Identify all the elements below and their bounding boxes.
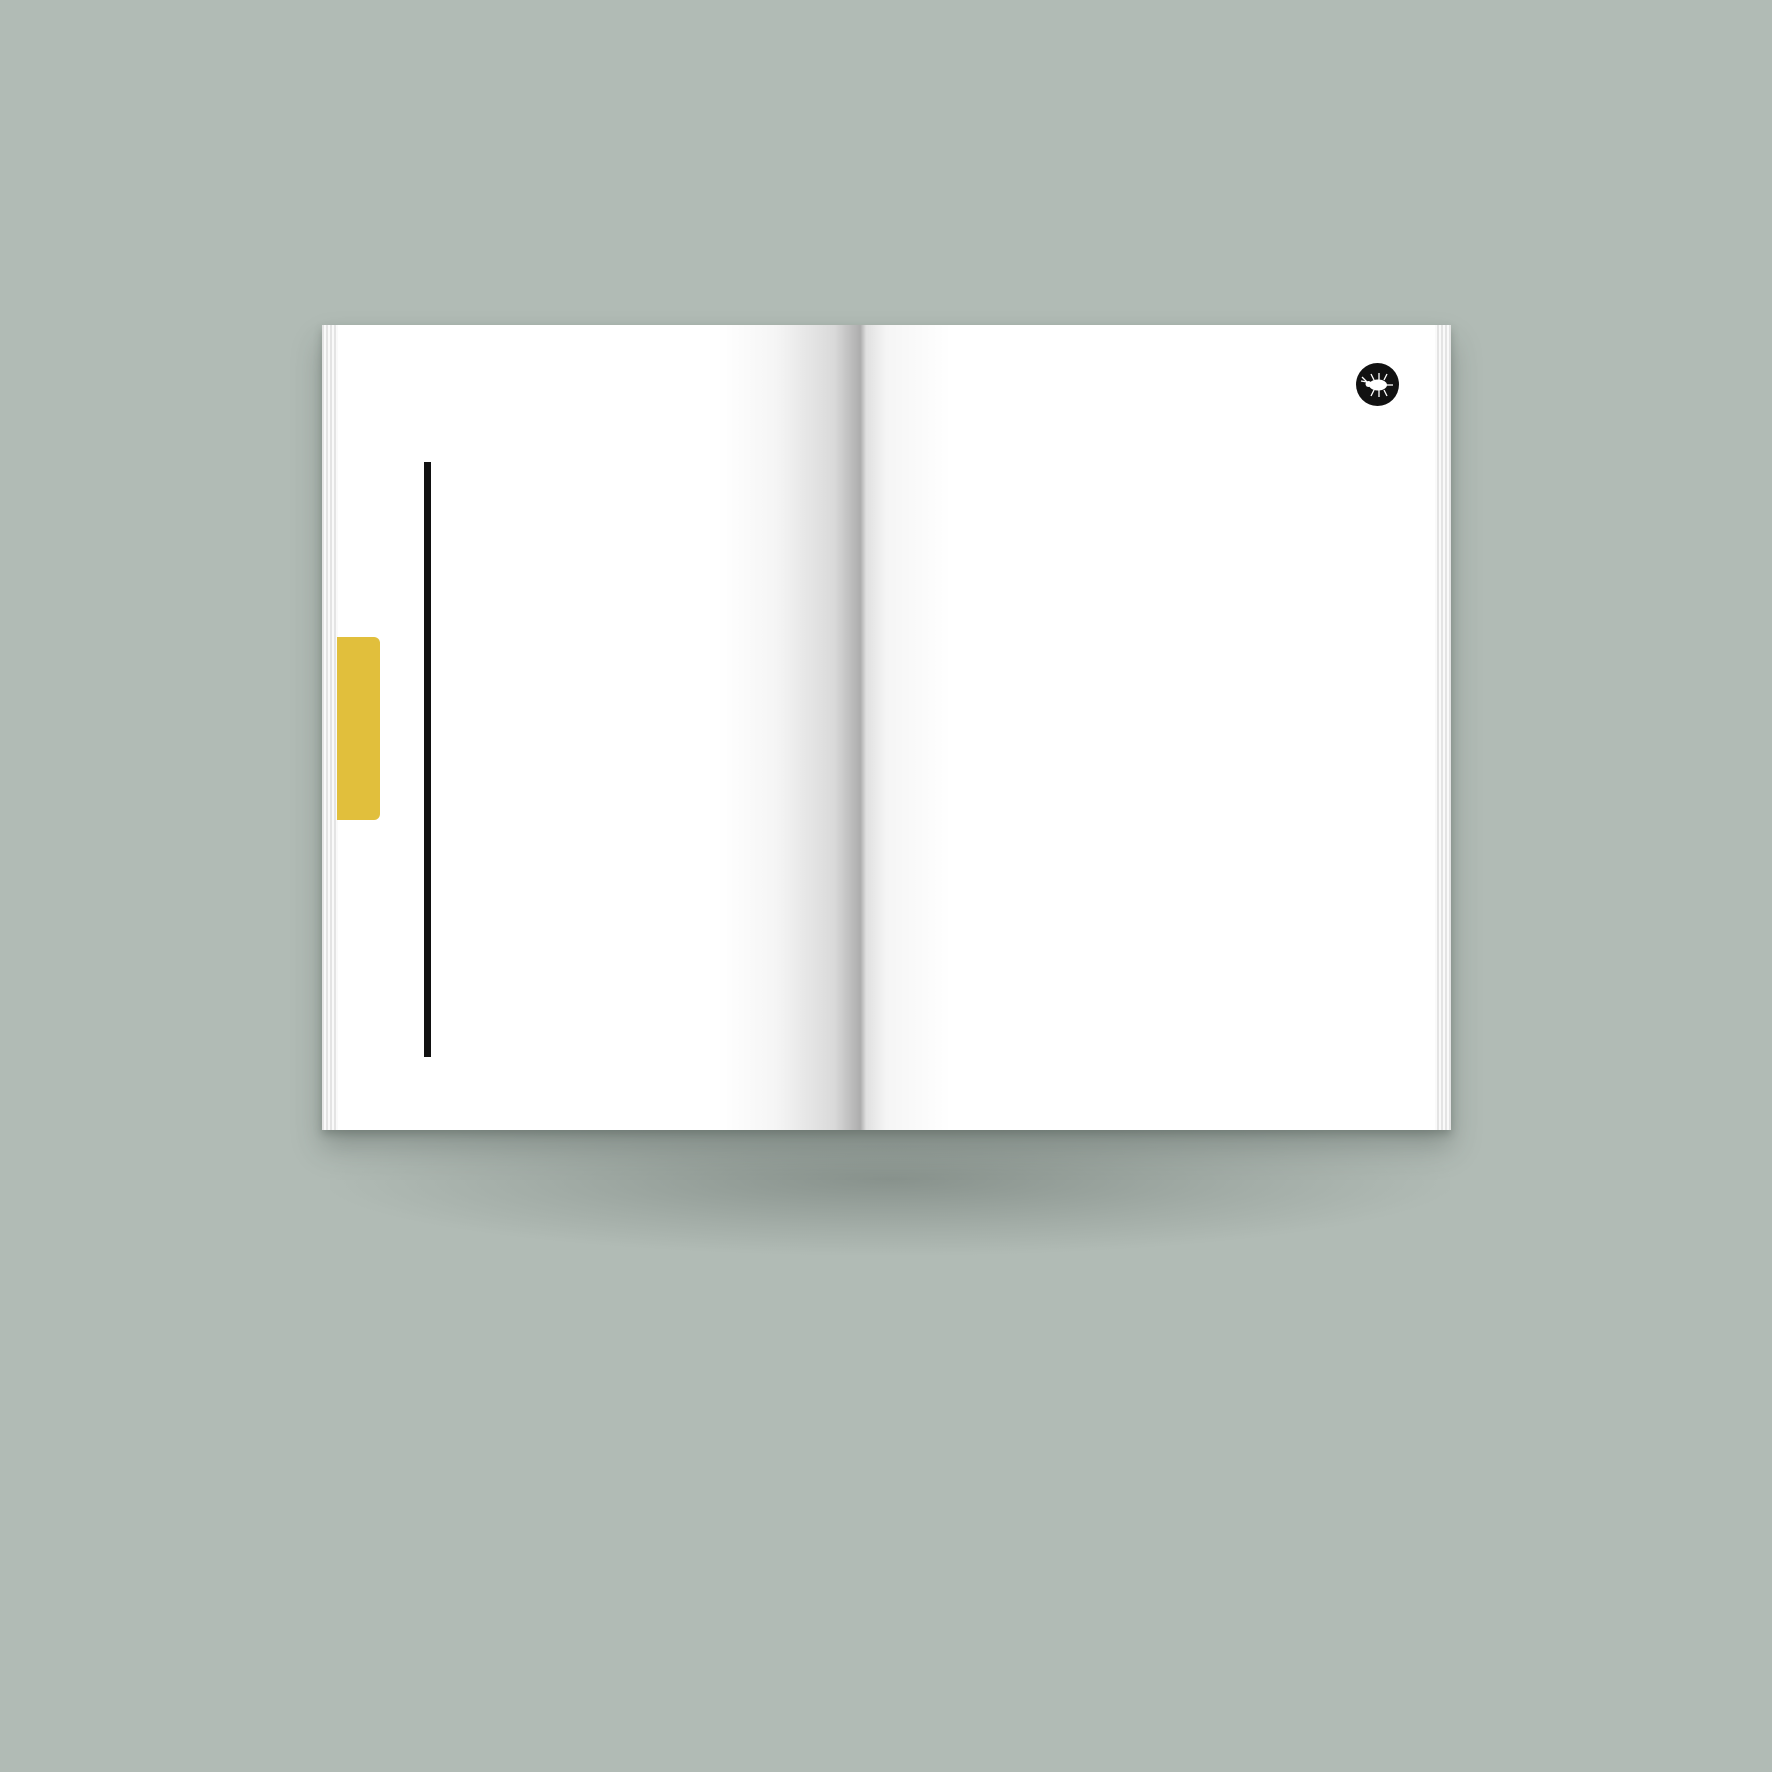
column-divider	[932, 462, 934, 1057]
open-book	[322, 325, 1451, 1130]
pest-repellent-table	[424, 462, 1398, 1057]
bug-icon	[1356, 363, 1399, 406]
page-edges-left	[322, 325, 338, 1130]
section-tab[interactable]	[337, 637, 380, 820]
table-left-bar	[424, 462, 431, 1057]
column-divider	[610, 462, 612, 1057]
page-edges-right	[1435, 325, 1451, 1130]
